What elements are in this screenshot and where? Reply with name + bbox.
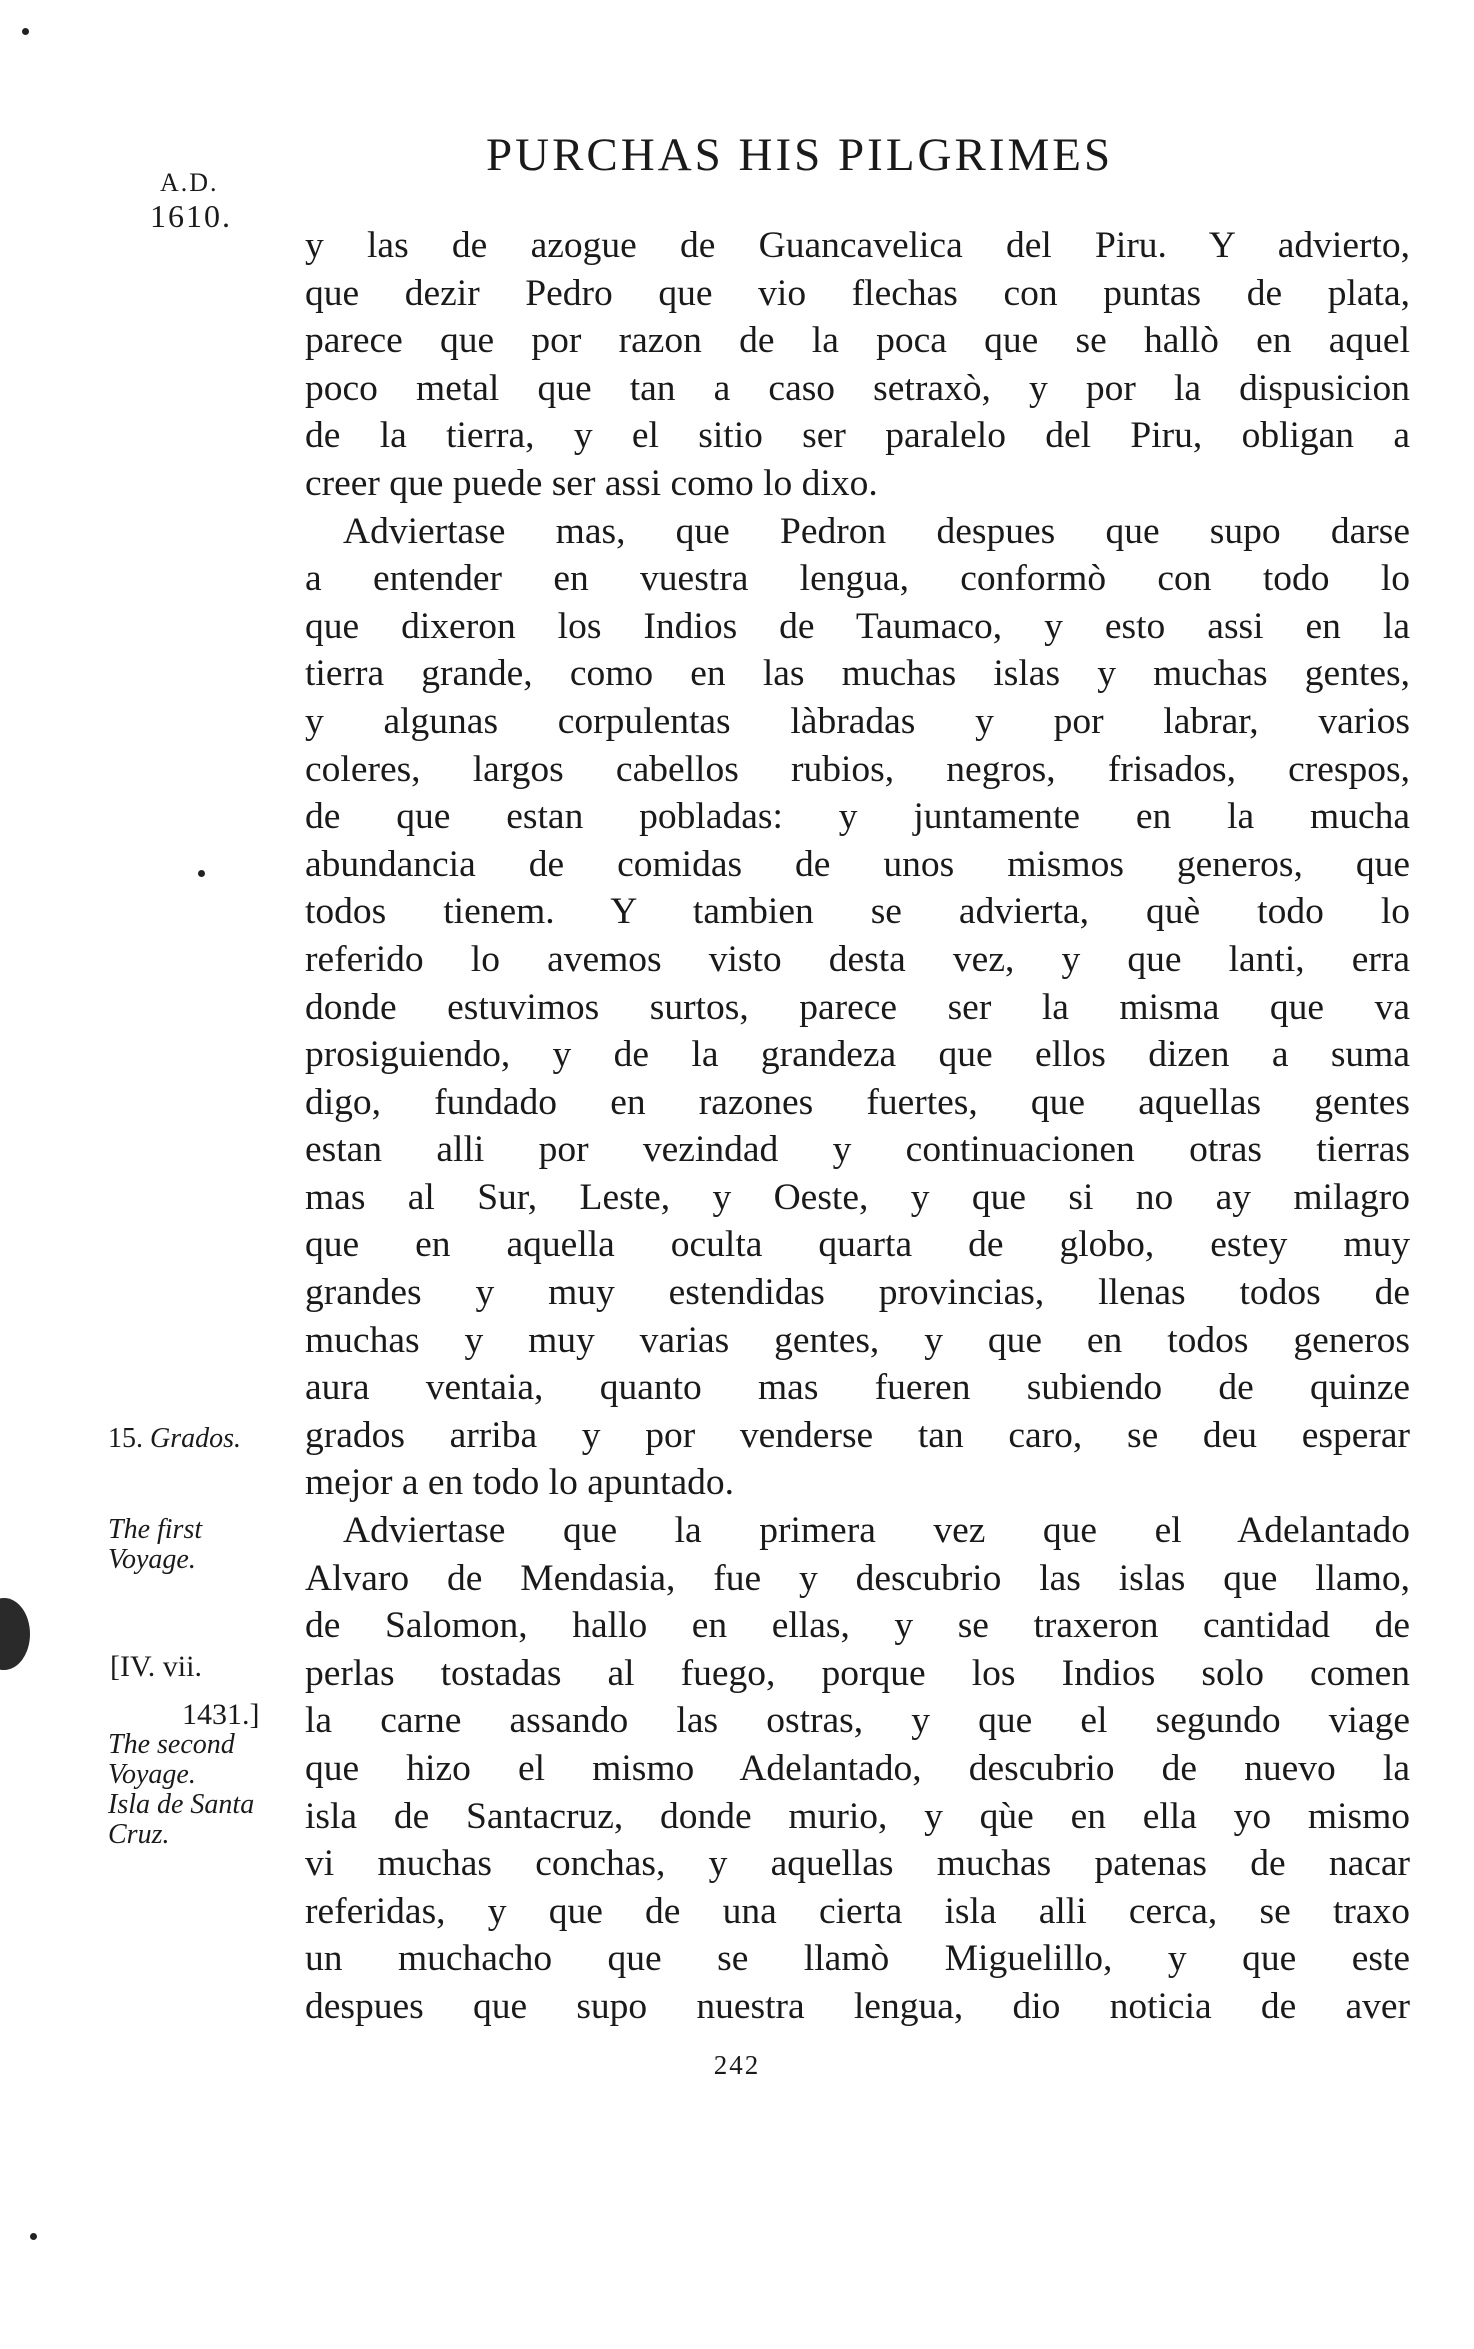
ink-speck <box>30 2233 37 2240</box>
text-line: creer que puede ser assi como lo dixo. <box>305 462 878 504</box>
text-line: aura ventaia, quanto mas fueren subiendo de quinze <box>305 1367 1410 1409</box>
margin-note-line: Voyage. <box>108 1759 196 1790</box>
text-line: Adviertase mas, que Pedron despues que supo darse <box>343 510 1410 552</box>
margin-note-first-voyage <box>108 1515 202 1575</box>
margin-date-label: A.D. <box>160 168 219 197</box>
ink-speck <box>22 28 29 35</box>
text-line: vi muchas conchas, y aquellas muchas patenas de nacar <box>305 1843 1410 1885</box>
text-line: despues que supo nuestra lengua, dio noticia de aver <box>305 1985 1410 2027</box>
text-line: que en aquella oculta quarta de globo, estey muy <box>305 1224 1410 1266</box>
margin-note-line: Cruz. <box>108 1819 170 1850</box>
margin-note-grados-word: Grados. <box>150 1423 242 1454</box>
text-line: y las de azogue de Guancavelica del Piru. Y advierto, <box>305 225 1410 266</box>
margin-note-line: Isla de Santa <box>108 1789 255 1820</box>
text-line: poco metal que tan a caso setraxò, y por la dispusicion <box>305 367 1410 409</box>
text-line: perlas tostadas al fuego, porque los Indios solo comen <box>305 1652 1410 1694</box>
margin-note-line: The first <box>108 1514 203 1545</box>
text-line: donde estuvimos surtos, parece ser la misma que va <box>305 986 1410 1028</box>
text-line: de que estan pobladas: y juntamente en la mucha <box>305 796 1410 838</box>
text-line: isla de Santacruz, donde murio, y qùe en ella yo mismo <box>305 1795 1410 1837</box>
text-line: abundancia de comidas de unos mismos generos, que <box>305 843 1410 885</box>
text-line: Adviertase que la primera vez que el Adelantado <box>343 1510 1410 1552</box>
text-line: estan alli por vezindad y continuacionen otras tierras <box>305 1129 1410 1171</box>
text-line: de Salomon, hallo en ellas, y se traxeron cantidad de <box>305 1605 1410 1647</box>
text-line: Alvaro de Mendasia, fue y descubrio las islas que llamo, <box>305 1557 1410 1599</box>
page-number: 242 <box>713 2050 761 2080</box>
margin-note-second-voyage <box>108 1730 254 1850</box>
text-line: y algunas corpulentas làbradas y por labrar, varios <box>305 700 1410 742</box>
text-line: que hizo el mismo Adelantado, descubrio de nuevo la <box>305 1748 1410 1789</box>
text-line: un muchacho que se llamò Miguelillo, y que este <box>305 1938 1410 1980</box>
margin-note-line: The second <box>108 1729 235 1760</box>
text-line: coleres, largos cabellos rubios, negros, frisados, crespos, <box>305 748 1410 790</box>
text-line: grandes y muy estendidas provincias, llenas todos de <box>305 1272 1410 1314</box>
margin-note-grados <box>108 1424 241 1454</box>
text-line: tierra grande, como en las muchas islas y muchas gentes, <box>305 653 1410 695</box>
margin-note-grados-number: 15. <box>108 1423 143 1454</box>
margin-reference-page: 1431.] <box>182 1698 260 1731</box>
body-text <box>305 222 1410 2031</box>
ink-speck <box>198 870 205 877</box>
margin-reference-volume: [IV. vii. <box>110 1650 202 1683</box>
text-line: mejor a en todo lo apuntado. <box>305 1462 735 1504</box>
text-line: grados arriba y por venderse tan caro, se deu esperar <box>305 1414 1410 1456</box>
running-title: PURCHAS HIS PILGRIMES <box>486 129 1114 181</box>
text-line: muchas y muy varias gentes, y que en todos generos <box>305 1319 1410 1361</box>
text-line: digo, fundado en razones fuertes, que aquellas gentes <box>305 1081 1410 1123</box>
text-line: que dixeron los Indios de Taumaco, y esto assi en la <box>305 605 1410 647</box>
text-line: prosiguiendo, y de la grandeza que ellos dizen a suma <box>305 1034 1410 1076</box>
text-line: mas al Sur, Leste, y Oeste, y que si no ay milagro <box>305 1176 1410 1218</box>
text-line: parece que por razon de la poca que se hallò en aquel <box>305 320 1410 362</box>
margin-note-line: Voyage. <box>108 1544 196 1575</box>
text-line: a entender en vuestra lengua, conformò con todo lo <box>305 558 1410 600</box>
text-line: de la tierra, y el sitio ser paralelo del Piru, obligan a <box>305 415 1410 457</box>
text-line: la carne assando las ostras, y que el segundo viage <box>305 1700 1410 1742</box>
text-line: referidas, y que de una cierta isla alli cerca, se traxo <box>305 1890 1410 1932</box>
text-line: todos tienem. Y tambien se advierta, què todo lo <box>305 891 1410 933</box>
text-line: que dezir Pedro que vio flechas con puntas de plata, <box>305 272 1410 314</box>
text-line: referido lo avemos visto desta vez, y que lanti, erra <box>305 938 1410 980</box>
edge-smudge <box>0 1598 30 1670</box>
margin-date-year: 1610. <box>150 198 232 234</box>
